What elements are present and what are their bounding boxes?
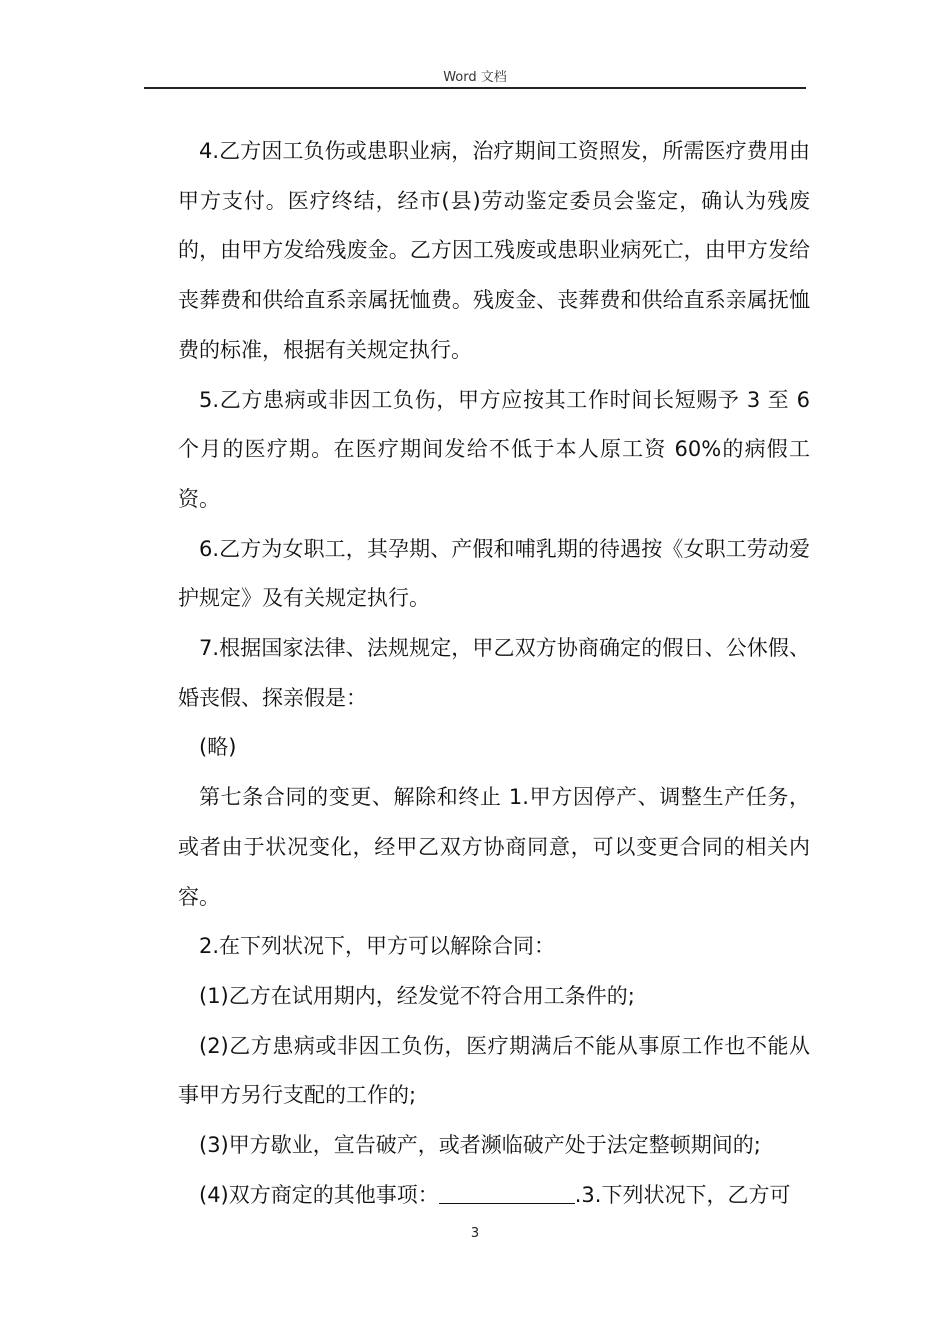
paragraph-5: 5.乙方患病或非因工负伤，甲方应按其工作时间长短赐予 3 至 6 个月的医疗期。在医疗期间发给不低于本人原工资 60%的病假工资。 [178, 387, 810, 511]
item-4-continuation: .3.下列状况下，乙方可 [574, 1182, 791, 1207]
paragraph-item-3: (3)甲方歇业，宣告破产，或者濒临破产处于法定整顿期间的; [199, 1133, 761, 1158]
fill-in-blank [439, 1181, 575, 1204]
document-body [178, 127, 810, 1220]
item-4-text: (4)双方商定的其他事项： [199, 1182, 439, 1207]
paragraph-item-4 [178, 1171, 810, 1221]
paragraph-item-1: (1)乙方在试用期内，经发觉不符合用工条件的; [199, 983, 635, 1008]
paragraph-omitted: (略) [199, 735, 237, 760]
paragraph-termination-intro: 2.在下列状况下，甲方可以解除合同： [199, 934, 556, 959]
paragraph-4: 4.乙方因工负伤或患职业病，治疗期间工资照发，所需医疗费用由甲方支付。医疗终结，经市(县)劳动鉴定委员会鉴定，确认为残废的，由甲方发给残废金。乙方因工残废或患职业病死亡，由甲方发给丧葬费和供给直系亲属抚恤费。残废金、丧葬费和供给直系亲属抚恤费的标准，根据有关规定执行。 [178, 139, 810, 362]
paragraph-6: 6.乙方为女职工，其孕期、产假和哺乳期的待遇按《女职工劳动爱护规定》及有关规定执行。 [178, 536, 810, 611]
paragraph-7: 7.根据国家法律、法规规定，甲乙双方协商确定的假日、公休假、婚丧假、探亲假是： [178, 636, 810, 710]
page-number: 3 [470, 1226, 480, 1241]
paragraph-item-2: (2)乙方患病或非因工负伤，医疗期满后不能从事原工作也不能从事甲方另行支配的工作的; [178, 1033, 810, 1108]
header-divider [144, 87, 806, 89]
paragraph-article-7: 第七条合同的变更、解除和终止 1.甲方因停产、调整生产任务，或者由于状况变化，经甲乙双方协商同意，可以变更合同的相关内容。 [178, 785, 810, 909]
page-header-title: Word 文档 [443, 70, 507, 85]
